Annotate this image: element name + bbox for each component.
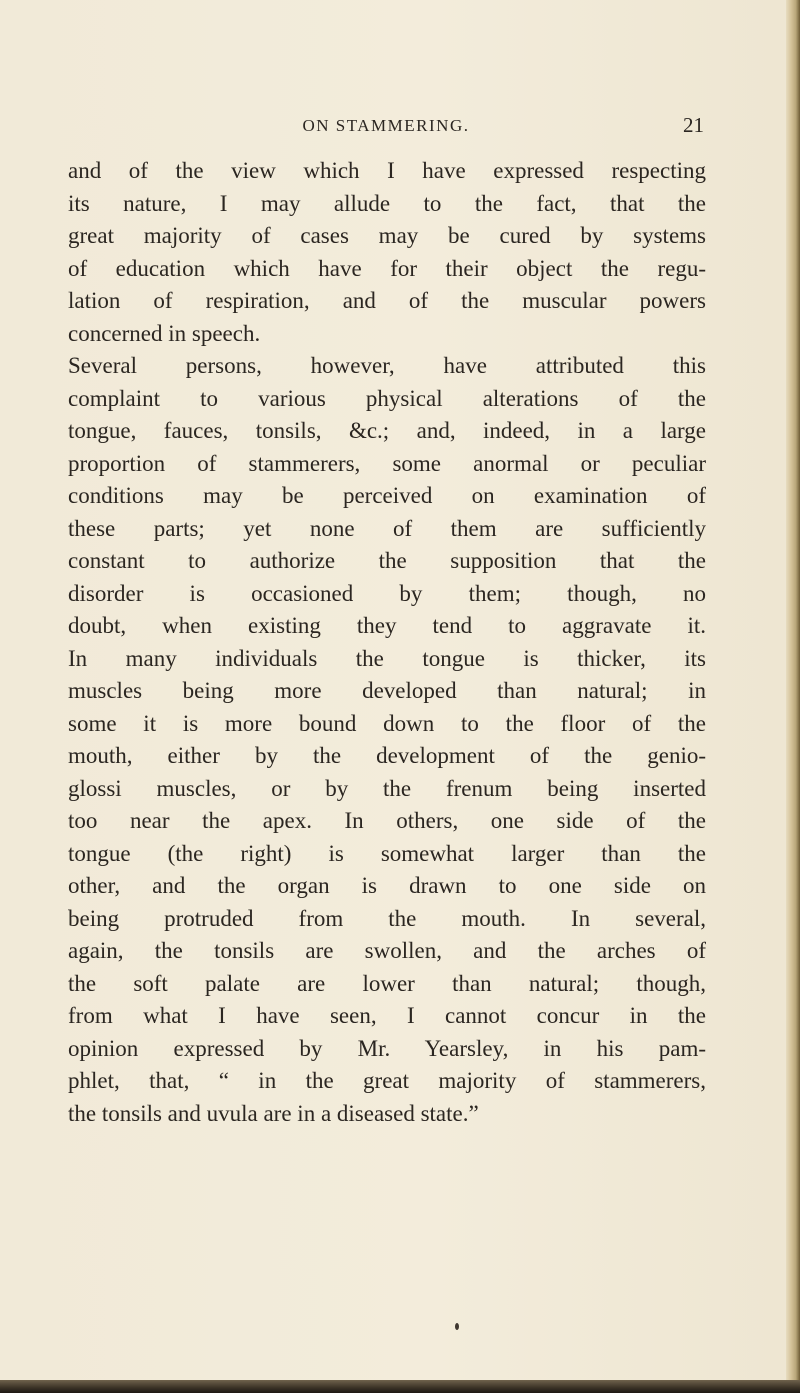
text-line: concerned in speech. — [68, 320, 261, 346]
text-line: other, and the organ is drawn to one side on — [68, 873, 706, 898]
text-line: Several persons, however, have attributed this — [68, 353, 706, 378]
text-line: mouth, either by the development of the genio- — [68, 743, 706, 768]
text-line: great majority of cases may be cured by systems — [68, 223, 706, 248]
text-line: opinion expressed by Mr. Yearsley, in his pam- — [68, 1035, 706, 1061]
text-line: conditions may be perceived on examination of — [68, 483, 706, 508]
text-line: disorder is occasioned by them; though, no — [68, 580, 706, 606]
text-line: In many individuals the tongue is thicker, its — [68, 645, 706, 671]
text-line: tongue (the right) is somewhat larger than the — [68, 840, 706, 866]
text-line: some it is more bound down to the floor of the — [68, 710, 706, 736]
text-line: proportion of stammerers, some anormal or peculiar — [68, 450, 706, 476]
text-line: the tonsils and uvula are in a diseased state.” — [68, 1100, 479, 1126]
page-edge-shadow — [786, 0, 800, 1393]
body-text — [68, 155, 706, 1130]
text-line: of education which have for their object the regu- — [68, 255, 706, 281]
text-line: these parts; yet none of them are sufficiently — [68, 515, 706, 541]
text-line: lation of respiration, and of the muscular powers — [68, 288, 706, 313]
ink-speck — [455, 1323, 459, 1330]
text-line: doubt, when existing they tend to aggravate it. — [68, 613, 706, 638]
text-line: muscles being more developed than natural; in — [68, 678, 706, 703]
text-line: the soft palate are lower than natural; though, — [68, 970, 706, 996]
text-line: and of the view which I have expressed respecting — [68, 158, 706, 183]
text-line: being protruded from the mouth. In several, — [68, 905, 706, 931]
text-line: constant to authorize the supposition that the — [68, 548, 706, 573]
text-line: phlet, that, “ in the great majority of stammerers, — [68, 1068, 706, 1093]
text-line: from what I have seen, I cannot concur in the — [68, 1003, 706, 1028]
text-line: glossi muscles, or by the frenum being inserted — [68, 775, 706, 801]
text-line: its nature, I may allude to the fact, that the — [68, 190, 706, 216]
text-line: complaint to various physical alterations of the — [68, 385, 706, 411]
text-line: again, the tonsils are swollen, and the arches of — [68, 938, 706, 963]
text-line: tongue, fauces, tonsils, &c.; and, indeed, in a large — [68, 418, 706, 443]
text-line: too near the apex. In others, one side of the — [68, 808, 706, 833]
page-number: 21 — [683, 113, 704, 137]
running-title: ON STAMMERING. — [302, 116, 470, 135]
binding-edge — [0, 1380, 800, 1393]
page-header — [68, 113, 704, 146]
